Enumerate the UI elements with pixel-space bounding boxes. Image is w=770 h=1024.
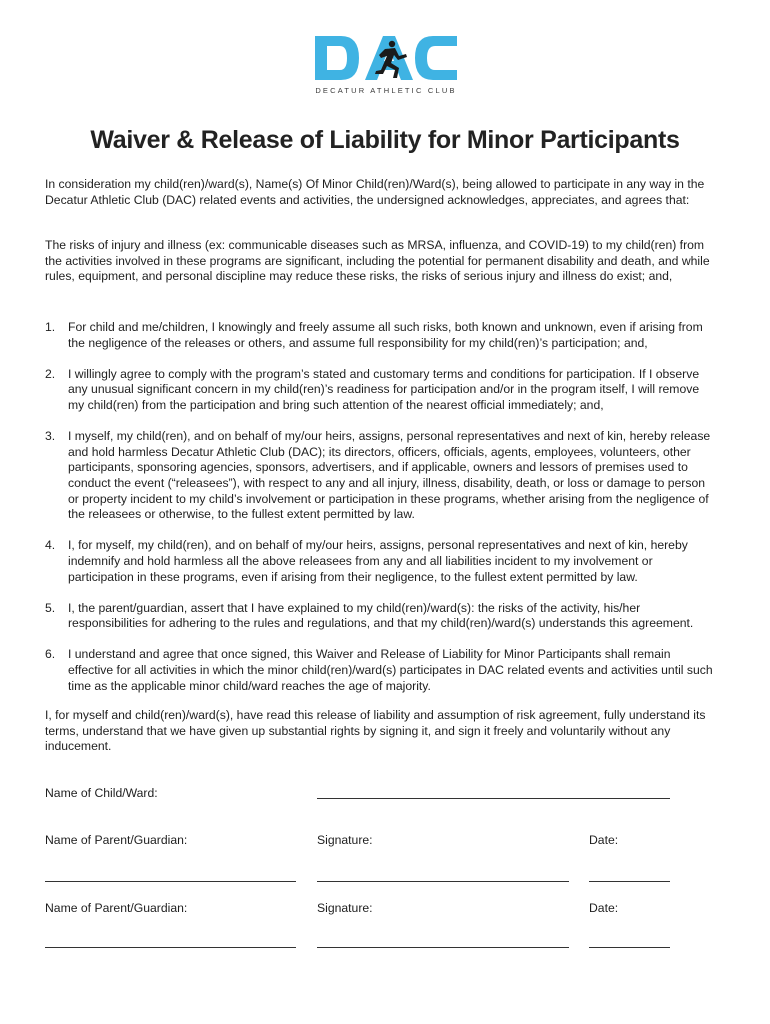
term-item: [45, 320, 717, 351]
date-label-1: Date:: [589, 833, 619, 847]
intro-paragraph: In consideration my child(ren)/ward(s), Name(s) Of Minor Child(ren)/Ward(s), being allowed to participate in any way in the Decatur Athletic Club (DAC) related events and activities, the undersigned acknowledges, appreciates, and agrees that:: [45, 177, 705, 207]
terms-list: [45, 320, 717, 710]
signature-line-1[interactable]: [317, 881, 569, 882]
term-item: [45, 538, 717, 585]
term-number: 1.: [45, 320, 56, 334]
term-text: I understand and agree that once signed, this Waiver and Release of Liability for Minor Participants shall remain effective for all activities in which the minor child(ren)/ward(s) participates in DAC related events and activities until such time as the applicable minor child/ward reaches the age of majority.: [68, 647, 713, 693]
risks-paragraph: The risks of injury and illness (ex: communicable diseases such as MRSA, influenza, and COVID-19) to my child(ren) from the activities involved in these programs are significant, including the potential for permanent disability and death, and while rules, equipment, and personal discipline may reduce these risks, the risks of serious injury and illness do exist; and,: [45, 238, 710, 284]
parent-name-line-2[interactable]: [45, 947, 296, 948]
term-number: 4.: [45, 538, 56, 553]
term-item: [45, 601, 717, 632]
term-item: [45, 367, 717, 414]
term-text: I willingly agree to comply with the program’s stated and customary terms and conditions for participation. If I observe any unusual significant concern in my child(ren)’s readiness for participation and/or in the program itself, I will remove my child(ren) from the participation and bring such attention of the nearest official immediately; and,: [68, 366, 700, 412]
closing-paragraph: I, for myself and child(ren)/ward(s), have read this release of liability and assumption of risk agreement, fully understand its terms, understand that we have given up substantial rights by signing it, and sign it freely and voluntarily without any inducement.: [45, 708, 706, 754]
term-item: [45, 647, 717, 694]
term-text: I, the parent/guardian, assert that I have explained to my child(ren)/ward(s): the risks of the activity, his/her responsibilities for adhering to the rules and regulations, and that my child(ren)/ward(s) understands this agreement.: [68, 600, 694, 631]
signature-line-2[interactable]: [317, 947, 569, 948]
club-name: DECATUR ATHLETIC CLUB: [315, 86, 457, 95]
parent-name-label-1: Name of Parent/Guardian:: [45, 833, 188, 847]
term-number: 5.: [45, 600, 56, 615]
term-text: I, for myself, my child(ren), and on behalf of my/our heirs, assigns, personal representatives and next of kin, hereby indemnify and hold harmless all the above releasees from any and all liabilities incident to my involvement or participation in these programs, even if arising from their negligence, to the fullest extent permitted by law.: [68, 538, 688, 584]
date-line-1[interactable]: [589, 881, 670, 882]
term-number: 2.: [45, 366, 56, 381]
child-name-line[interactable]: [317, 798, 670, 799]
page-title: Waiver & Release of Liability for Minor Participants: [90, 126, 680, 154]
parent-name-line-1[interactable]: [45, 881, 296, 882]
signature-label-2: Signature:: [317, 901, 373, 915]
term-item: [45, 429, 717, 523]
parent-name-label-2: Name of Parent/Guardian:: [45, 901, 188, 915]
term-number: 6.: [45, 647, 56, 662]
date-line-2[interactable]: [589, 947, 670, 948]
date-label-2: Date:: [589, 901, 619, 915]
term-number: 3.: [45, 429, 56, 444]
term-text: For child and me/children, I knowingly and freely assume all such risks, both known and unknown, even if arising from the negligence of the releases or others, and assume full responsibility for my child(ren)’s participation; and,: [68, 320, 703, 350]
term-text: I myself, my child(ren), and on behalf of my/our heirs, assigns, personal representatives and next of kin, hereby release and hold harmless Decatur Athletic Club (DAC); its directors, officers, officials, agents, employees, volunteers, other participants, sponsoring agencies, sponsors, advertisers, and if applicable, owners and lessors of premises used to conduct the event (“releasees”), with respect to any and all injury, illness, disability, death, or loss or damage to person or property incident to my child’s involvement or participation in these programs, whether arising from the negligence of the releasees or otherwise, to the fullest extent permitted by law.: [68, 429, 711, 522]
signature-label-1: Signature:: [317, 833, 373, 847]
child-name-label: Name of Child/Ward:: [45, 786, 158, 800]
